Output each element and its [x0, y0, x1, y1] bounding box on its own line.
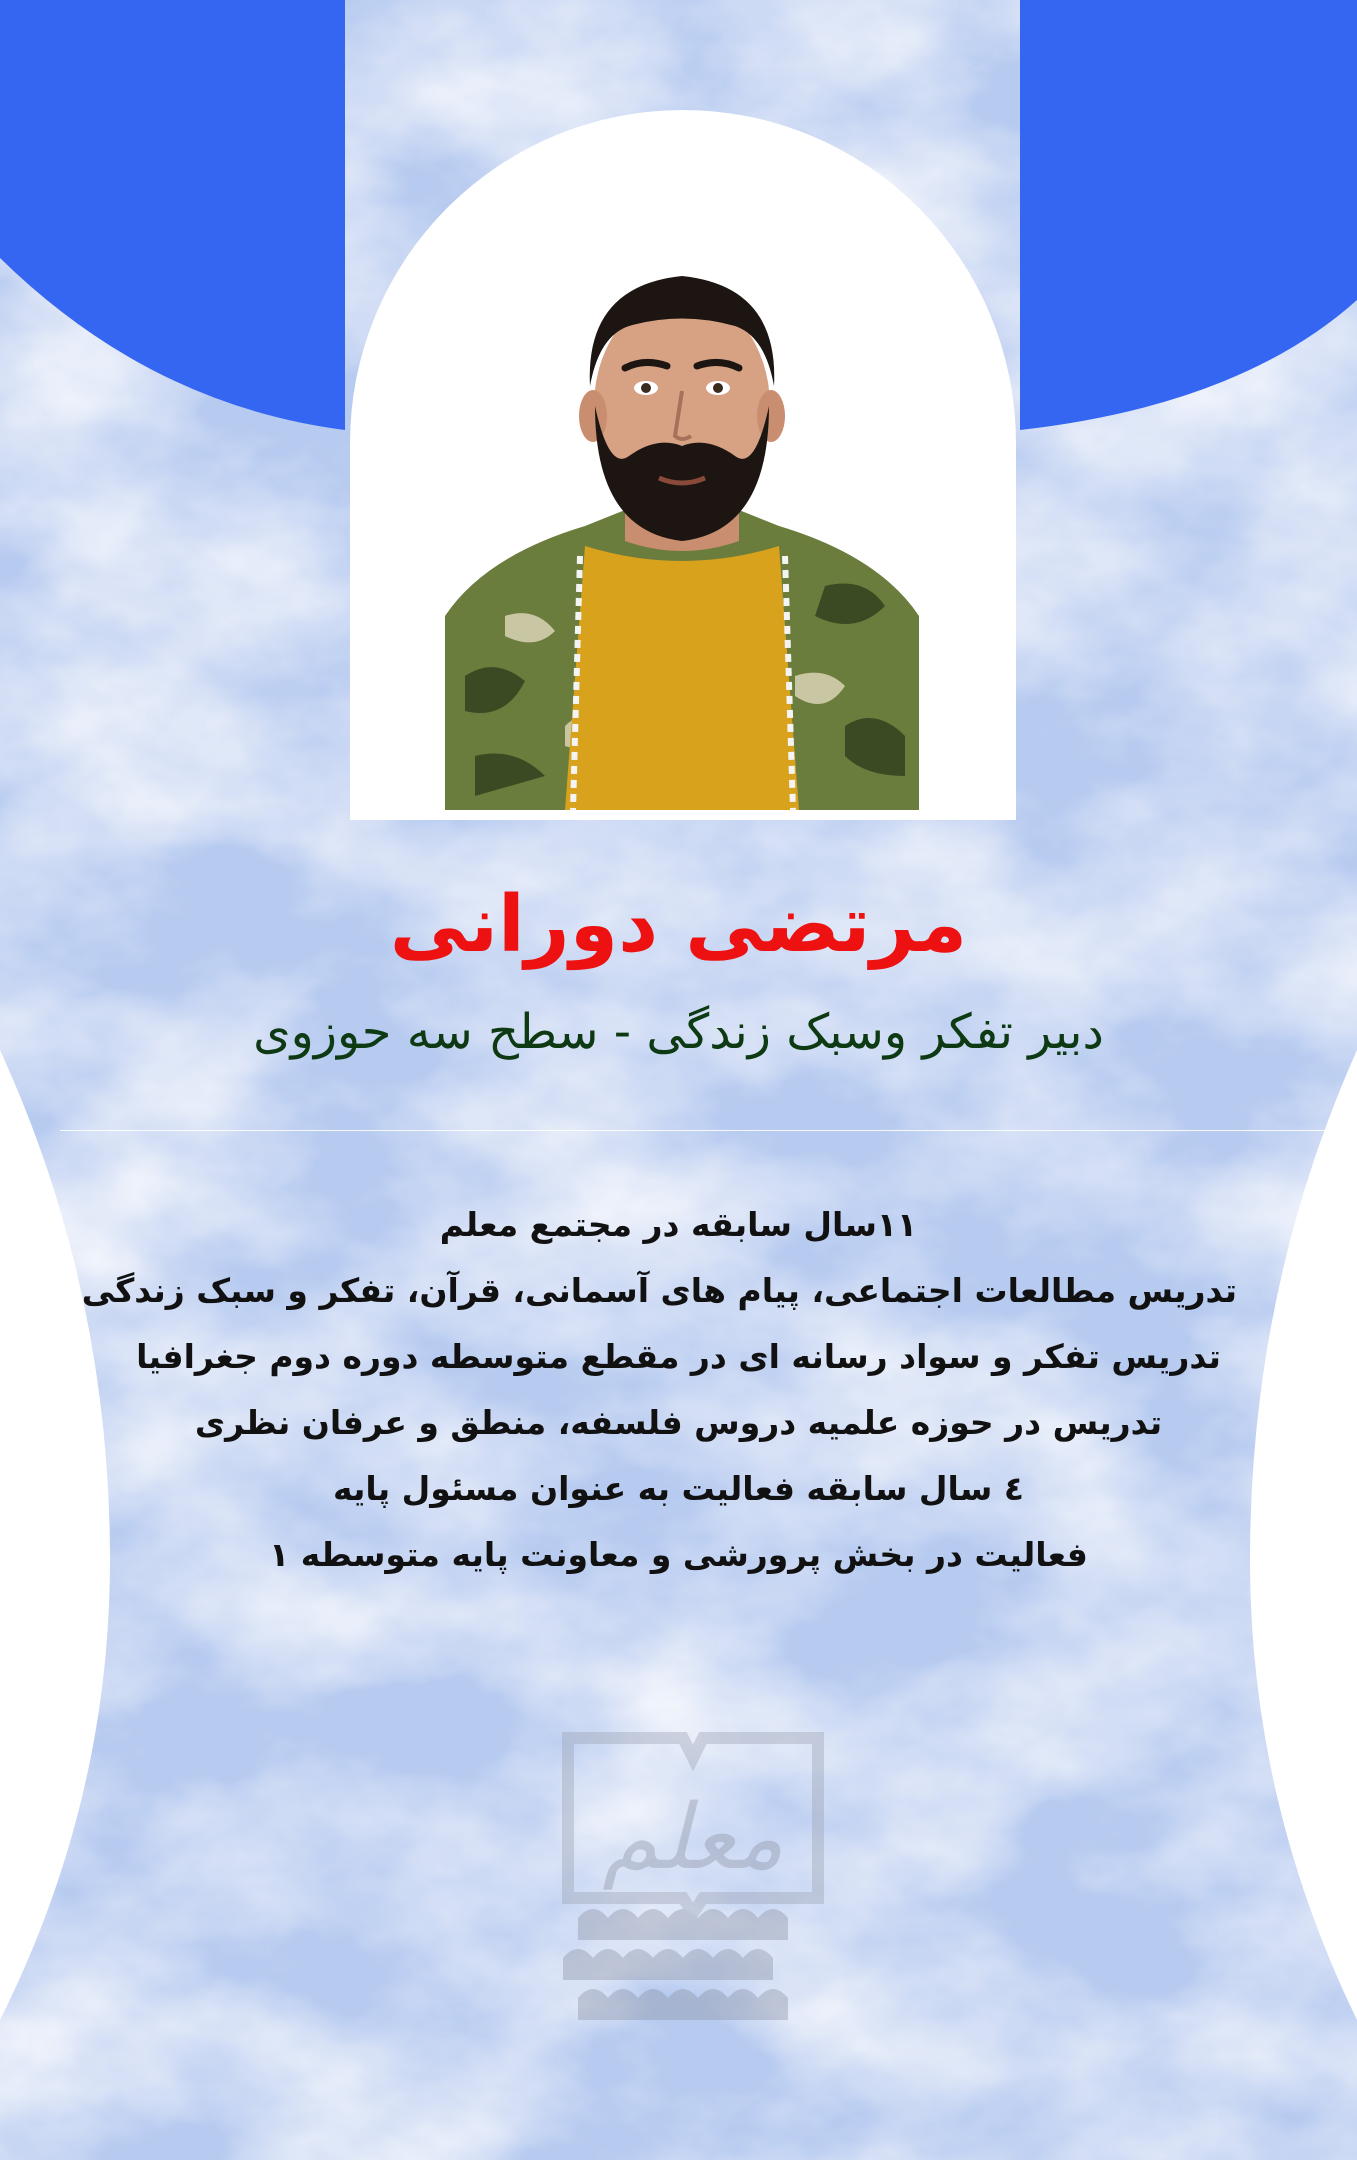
person-portrait-photo [445, 256, 919, 810]
bio-list [81, 1192, 1237, 1588]
bio-line: ٤ سال سابقه فعالیت به عنوان مسئول پایه [332, 1469, 1025, 1508]
logo-text: معلم [602, 1785, 784, 1890]
bio-line: تدریس مطالعات اجتماعی، پیام های آسمانی، قرآن، تفکر و سبک زندگی [81, 1271, 1237, 1310]
person-title: دبیر تفکر وسبک زندگی - سطح سه حوزوی [253, 1004, 1104, 1060]
person-name: مرتضی دورانی [389, 880, 968, 970]
bio-line: ۱۱سال سابقه در مجتمع معلم [439, 1205, 918, 1244]
bio-line: تدریس تفکر و سواد رسانه ای در مقطع متوسطه دوره دوم جغرافیا [136, 1337, 1221, 1376]
divider-line [60, 1130, 1350, 1131]
bio-line: تدریس در حوزه علمیه دروس فلسفه، منطق و عرفان نظری [194, 1403, 1163, 1442]
moallem-book-logo [548, 1718, 838, 2048]
bio-line: فعالیت در بخش پرورشی و معاونت پایه متوسطه ۱ [269, 1535, 1088, 1574]
